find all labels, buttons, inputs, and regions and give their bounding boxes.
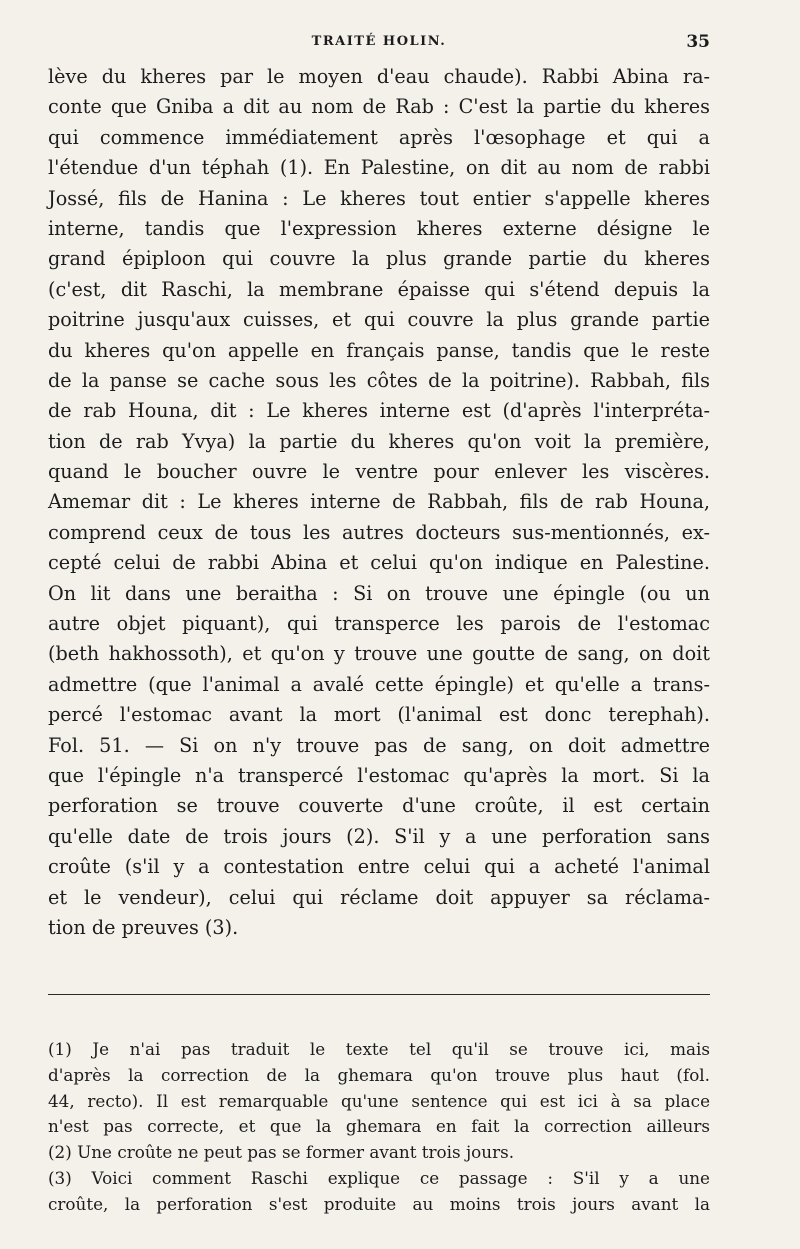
text-line: croûte (s'il y a contestation entre celui qui a acheté l'animal — [48, 855, 710, 879]
page-header — [48, 30, 710, 58]
text-line: de rab Houna, dit : Le kheres interne est (d'après l'interpréta- — [48, 399, 710, 423]
text-line: (c'est, dit Raschi, la membrane épaisse qui s'étend depuis la — [48, 277, 710, 301]
footnote-line: (3) Voici comment Raschi explique ce passage : S'il y a une — [48, 1167, 710, 1188]
footnote-line: (2) Une croûte ne peut pas se former avant trois jours. — [48, 1142, 515, 1163]
text-line: autre objet piquant), qui transperce les parois de l'estomac — [48, 612, 710, 636]
text-line: qui commence immédiatement après l'œsophage et qui a — [48, 125, 710, 149]
text-line: cepté celui de rabbi Abina et celui qu'on indique en Palestine. — [48, 551, 710, 575]
text-line: de la panse se cache sous les côtes de la poitrine). Rabbah, fils — [48, 368, 710, 392]
footnote-separator — [48, 994, 710, 995]
footnote-line: 44, recto). Il est remarquable qu'une sentence qui est ici à sa place — [48, 1090, 710, 1111]
text-line: Fol. 51. — Si on n'y trouve pas de sang, on doit admettre — [48, 733, 710, 757]
footnote-line: d'après la correction de la ghemara qu'on trouve plus haut (fol. — [48, 1064, 710, 1085]
text-line: tion de preuves (3). — [48, 915, 239, 939]
text-line: conte que Gniba a dit au nom de Rab : C'est la partie du kheres — [48, 95, 710, 119]
text-line: perforation se trouve couverte d'une croûte, il est certain — [48, 794, 710, 818]
footnote-line: n'est pas correcte, et que la ghemara en fait la correction ailleurs — [48, 1116, 710, 1137]
text-line: percé l'estomac avant la mort (l'animal est donc terephah). — [48, 703, 710, 727]
text-line: interne, tandis que l'expression kheres externe désigne le — [48, 216, 710, 240]
text-line: grand épiploon qui couvre la plus grande partie du kheres — [48, 247, 710, 271]
footnote-line: croûte, la perforation s'est produite au moins trois jours avant la — [48, 1193, 710, 1214]
text-line: admettre (que l'animal a avalé cette épingle) et qu'elle a trans- — [48, 672, 710, 696]
running-title: TRAITÉ HOLIN. — [311, 34, 447, 49]
text-line: quand le boucher ouvre le ventre pour enlever les viscères. — [48, 460, 710, 484]
text-line: On lit dans une beraitha : Si on trouve une épingle (ou un — [48, 581, 710, 605]
text-line: du kheres qu'on appelle en français panse, tandis que le reste — [48, 338, 710, 362]
page-number: 35 — [686, 32, 710, 52]
text-line: poitrine jusqu'aux cuisses, et qui couvre la plus grande partie — [48, 308, 710, 332]
text-line: Jossé, fils de Hanina : Le kheres tout entier s'appelle kheres — [48, 186, 710, 210]
footnote-line: (1) Je n'ai pas traduit le texte tel qu'il se trouve ici, mais — [48, 1039, 710, 1059]
text-line: (beth hakhossoth), et qu'on y trouve une goutte de sang, on doit — [48, 642, 710, 666]
footnotes — [48, 1037, 710, 1218]
text-line: que l'épingle n'a transpercé l'estomac qu'après la mort. Si la — [48, 763, 710, 787]
body-text — [48, 62, 710, 943]
text-line: et le vendeur), celui qui réclame doit appuyer sa réclama- — [48, 885, 710, 909]
text-line: Amemar dit : Le kheres interne de Rabbah, fils de rab Houna, — [48, 490, 710, 514]
text-line: qu'elle date de trois jours (2). S'il y a une perforation sans — [48, 824, 710, 848]
text-line: l'étendue d'un téphah (1). En Palestine, on dit au nom de rabbi — [48, 156, 710, 180]
text-line: tion de rab Yvya) la partie du kheres qu'on voit la première, — [48, 429, 710, 453]
text-line: comprend ceux de tous les autres docteurs sus-mentionnés, ex- — [48, 520, 710, 544]
text-line: lève du kheres par le moyen d'eau chaude). Rabbi Abina ra- — [48, 65, 710, 88]
